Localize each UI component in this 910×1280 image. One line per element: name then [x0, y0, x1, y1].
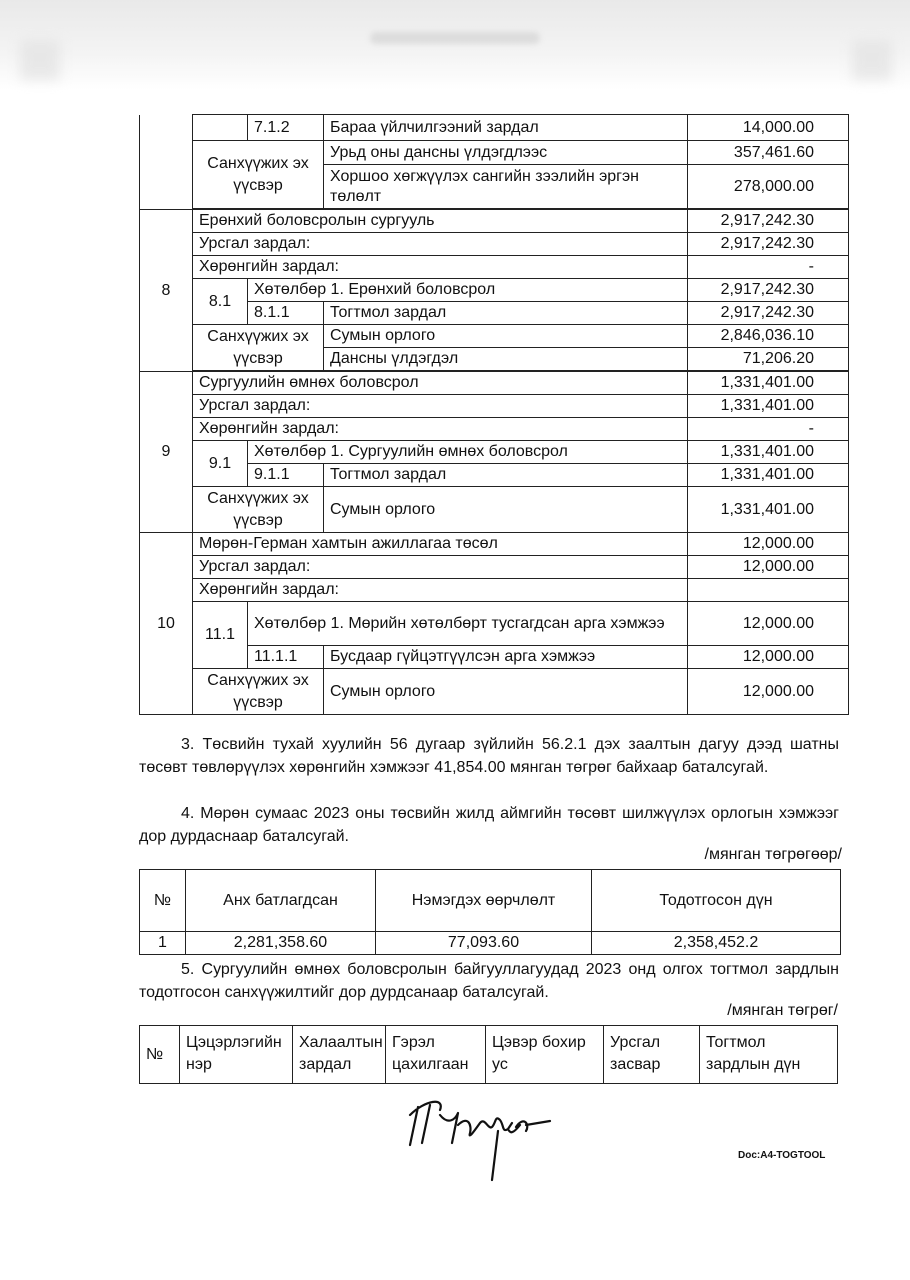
table-cell: 77,093.60 [376, 932, 592, 955]
revenue-table [139, 869, 841, 955]
table-row [140, 395, 849, 418]
table-row [140, 325, 849, 348]
funding-label: Дансны үлдэгдэл [324, 348, 688, 371]
column-header: Цэцэрлэгийн нэр [180, 1026, 293, 1084]
table-cell: 2,281,358.60 [186, 932, 376, 955]
row-amount: 14,000.00 [688, 115, 849, 141]
program-label: Хөтөлбөр 1. Сургуулийн өмнөх боловсрол [248, 441, 688, 464]
column-header: Урсгал засвар [604, 1026, 700, 1084]
funding-amount: 71,206.20 [688, 348, 849, 371]
corner-shadow-right [852, 40, 892, 80]
table-row [140, 372, 849, 395]
sub-label: Тогтмол зардал [324, 464, 688, 487]
current-expense-label: Урсгал зардал: [193, 233, 688, 256]
budget-table [139, 114, 849, 715]
table-row [140, 279, 849, 302]
table-row [140, 579, 849, 602]
table-row [140, 533, 849, 556]
column-header: Халаалтын зардал [293, 1026, 386, 1084]
program-code: 9.1 [193, 441, 248, 487]
program-label: Хөтөлбөр 1. Мөрийн хөтөлбөрт тусгагдсан арга хэмжээ [248, 602, 688, 646]
paragraph-3: 3. Төсвийн тухай хуулийн 56 дугаар зүйлийн 56.2.1 дэх заалтын дагуу дээд шатны төсөвт төвлөрүүлэх хөрөнгийн хэмжээг 41,854.00 мянган төгрөг байхаар баталсугай. [139, 736, 839, 776]
program-amount: 12,000.00 [688, 602, 849, 646]
table-row [140, 669, 849, 715]
funding-label: Сумын орлого [324, 325, 688, 348]
funding-label: Хоршоо хөгжүүлэх сангийн зээлийн эргэн төлөлт [324, 165, 688, 209]
current-expense-label: Урсгал зардал: [193, 395, 688, 418]
capital-expense-label: Хөрөнгийн зардал: [193, 256, 688, 279]
sub-amount: 12,000.00 [688, 646, 849, 669]
table-row [140, 441, 849, 464]
column-header: Гэрэл цахилгаан [386, 1026, 486, 1084]
blank-cell [193, 115, 248, 141]
funding-source-label: Санхүүжих эх үүсвэр [193, 325, 324, 371]
table-cell: 2,358,452.2 [592, 932, 841, 955]
section-amount: 1,331,401.00 [688, 372, 849, 395]
row-label: Бараа үйлчилгээний зардал [324, 115, 688, 141]
unit-label: /мянган төгрөгөөр/ [704, 846, 842, 863]
program-code: 11.1 [193, 602, 248, 669]
capital-expense-amount: - [688, 418, 849, 441]
column-header: Тогтмол зардлын дүн [700, 1026, 838, 1084]
column-header: Цэвэр бохир ус [486, 1026, 604, 1084]
sub-label: Тогтмол зардал [324, 302, 688, 325]
program-amount: 1,331,401.00 [688, 441, 849, 464]
section-title: Ерөнхий боловсролын сургууль [193, 210, 688, 233]
section-title: Мөрөн-Герман хамтын ажиллагаа төсөл [193, 533, 688, 556]
unit-label: /мянган төгрөг/ [727, 1002, 838, 1019]
funding-source-label: Санхүүжих эх үүсвэр [193, 141, 324, 209]
section-number: 9 [140, 372, 193, 533]
table-cell: 1 [140, 932, 186, 955]
column-header: Анх батлагдсан [186, 870, 376, 932]
funding-amount: 2,846,036.10 [688, 325, 849, 348]
table-row [140, 141, 849, 165]
blank-cell [140, 115, 193, 210]
program-label: Хөтөлбөр 1. Ерөнхий боловсрол [248, 279, 688, 302]
sub-code: 9.1.1 [248, 464, 324, 487]
sub-amount: 2,917,242.30 [688, 302, 849, 325]
program-code: 8.1 [193, 279, 248, 325]
table-row [140, 602, 849, 646]
funding-source-label: Санхүүжих эх үүсвэр [193, 669, 324, 715]
corner-shadow-left [20, 40, 60, 80]
table-row [140, 256, 849, 279]
funding-amount: 1,331,401.00 [688, 487, 849, 533]
capital-expense-amount [688, 579, 849, 602]
capital-expense-label: Хөрөнгийн зардал: [193, 579, 688, 602]
handwritten-signature [400, 1085, 560, 1185]
table-row [140, 233, 849, 256]
sub-code: 11.1.1 [248, 646, 324, 669]
current-expense-label: Урсгал зардал: [193, 556, 688, 579]
section-title: Сургуулийн өмнөх боловсрол [193, 372, 688, 395]
paragraph-4: 4. Мөрөн сумаас 2023 оны төсвийн жилд аймгийн төсөвт шилжүүлэх орлогын хэмжээг дор дурдаснаар баталсугай. [139, 805, 839, 845]
scan-header-shadow [0, 0, 910, 90]
section-amount: 12,000.00 [688, 533, 849, 556]
paragraph-5: 5. Сургуулийн өмнөх боловсролын байгууллагуудад 2023 онд олгох тогтмол зардлын тодотгосон санхүүжилтийг дор дурдсанаар баталсугай. [139, 961, 839, 1001]
column-header: № [140, 1026, 180, 1084]
current-expense-amount: 2,917,242.30 [688, 233, 849, 256]
table-row [140, 556, 849, 579]
program-amount: 2,917,242.30 [688, 279, 849, 302]
funding-label: Сумын орлого [324, 487, 688, 533]
header-smudge [370, 32, 540, 44]
table-header-row [140, 870, 841, 932]
funding-source-label: Санхүүжих эх үүсвэр [193, 487, 324, 533]
funding-amount: 12,000.00 [688, 669, 849, 715]
table-row [140, 210, 849, 233]
row-code: 7.1.2 [248, 115, 324, 141]
column-header: Нэмэгдэх өөрчлөлт [376, 870, 592, 932]
current-expense-amount: 12,000.00 [688, 556, 849, 579]
column-header: Тодотгосон дүн [592, 870, 841, 932]
sub-amount: 1,331,401.00 [688, 464, 849, 487]
table-row [140, 932, 841, 955]
capital-expense-label: Хөрөнгийн зардал: [193, 418, 688, 441]
table-header-row [140, 1026, 838, 1084]
section-amount: 2,917,242.30 [688, 210, 849, 233]
table-row [140, 418, 849, 441]
sub-code: 8.1.1 [248, 302, 324, 325]
funding-label: Урьд оны дансны үлдэгдлээс [324, 141, 688, 165]
funding-amount: 357,461.60 [688, 141, 849, 165]
current-expense-amount: 1,331,401.00 [688, 395, 849, 418]
section-number: 8 [140, 210, 193, 372]
funding-amount: 278,000.00 [688, 165, 849, 209]
table-row [140, 487, 849, 533]
funding-label: Сумын орлого [324, 669, 688, 715]
sub-label: Бусдаар гүйцэтгүүлсэн арга хэмжээ [324, 646, 688, 669]
kindergarten-table [139, 1025, 838, 1084]
table-row [140, 115, 849, 141]
section-number: 10 [140, 533, 193, 715]
capital-expense-amount: - [688, 256, 849, 279]
document-code: Doc:A4-TOGTOOL [738, 1150, 826, 1161]
column-header: № [140, 870, 186, 932]
